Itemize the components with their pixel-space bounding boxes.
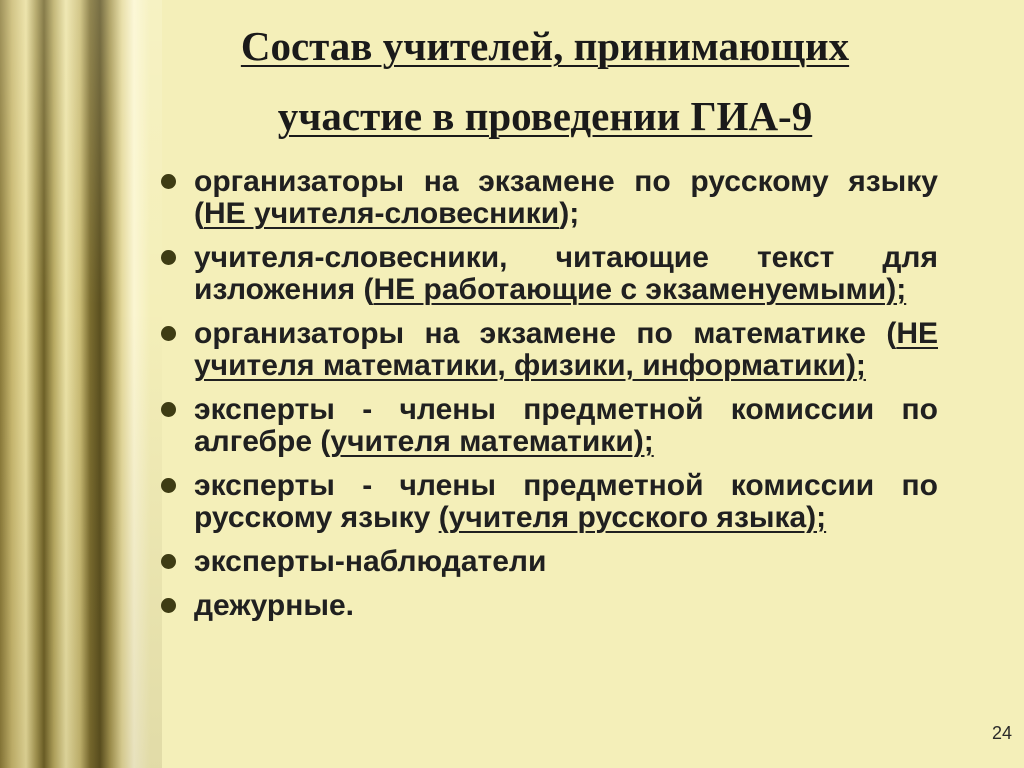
decorative-pillars	[0, 0, 162, 768]
title-text-1: Состав учителей, принимающих	[240, 23, 850, 69]
bullet-text: организаторы на экзамене по русскому языку (	[194, 165, 938, 230]
bullet-text: эксперты - члены предметной комиссии по русскому языку	[194, 469, 938, 534]
bullet-item	[158, 318, 938, 382]
bullet-text-underlined: учителя математики);	[330, 425, 654, 458]
bullet-item	[158, 470, 938, 534]
bullet-text-underlined: НЕ работающие с экзаменуемыми);	[373, 273, 907, 306]
bullet-dot-icon	[161, 326, 176, 341]
bullet-text: дежурные.	[194, 589, 354, 622]
bullet-dot-icon	[161, 174, 176, 189]
page-number: 24	[991, 723, 1012, 743]
bullet-text-end: );	[559, 197, 580, 230]
bullet-item	[158, 394, 938, 458]
bullet-text: организаторы на экзамене по математике (	[194, 317, 897, 350]
bullet-dot-icon	[161, 402, 176, 417]
bullet-dot-icon	[161, 554, 176, 569]
bullet-dot-icon	[161, 598, 176, 613]
slide-title-line-1	[150, 22, 940, 70]
bullet-item	[158, 590, 938, 622]
bullet-dot-icon	[161, 478, 176, 493]
bullet-item	[158, 166, 938, 230]
bullet-text: эксперты - члены предметной комиссии по алгебре (	[194, 393, 938, 458]
bullet-item	[158, 546, 938, 578]
bullet-text: эксперты-наблюдатели	[194, 545, 547, 578]
title-text-2: участие в проведении ГИА-9	[277, 93, 813, 139]
bullet-dot-icon	[161, 250, 176, 265]
slide-title-line-2	[150, 92, 940, 140]
bullet-text-underlined: НЕ учителя-словесники	[204, 197, 560, 230]
bullet-text-underlined: (учителя русского языка);	[438, 501, 827, 534]
bullet-list	[158, 166, 938, 634]
bullet-item	[158, 242, 938, 306]
bullet-text-underlined: НЕ учителя математики, физики, информатики);	[194, 317, 938, 382]
bullet-text: учителя-словесники, читающие текст для изложения (	[194, 241, 938, 306]
